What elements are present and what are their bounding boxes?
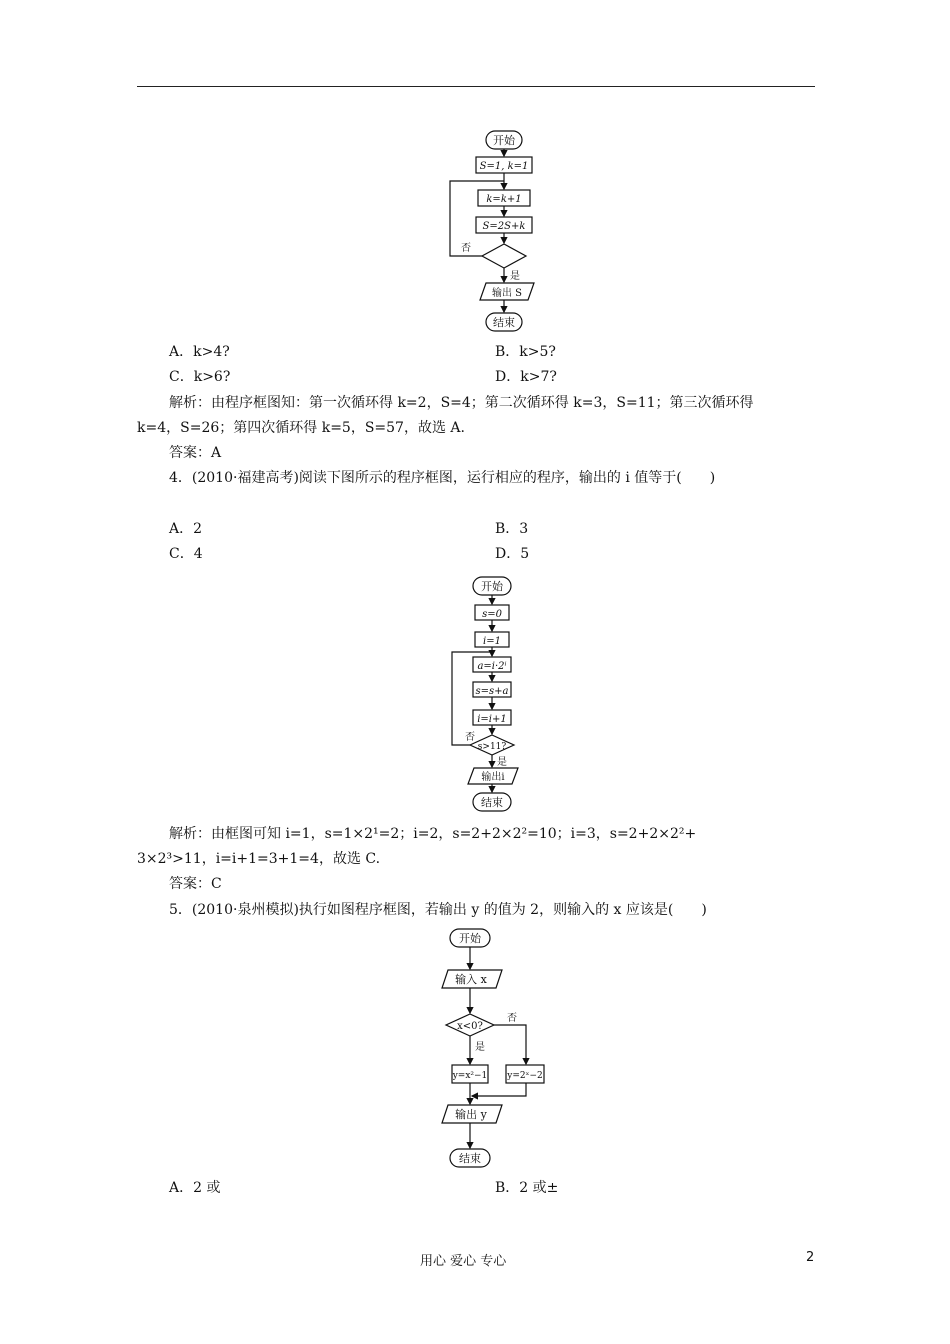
q3-answer: 答案：A: [169, 445, 222, 461]
fc2-a-label: a=i·2ⁱ: [477, 661, 507, 672]
fc1-init-label: S=1, k=1: [479, 161, 529, 172]
q4-analysis-line2: 3×2³>11，i=i+1=3+1=4，故选 C.: [137, 851, 381, 867]
fc3-input-label: 输入 x: [455, 973, 487, 986]
fc2-s-label: s=s+a: [475, 686, 509, 697]
q3-analysis-line2: k=4，S=26；第四次循环得 k=5，S=57，故选 A.: [137, 420, 465, 436]
fc2-end-label: 结束: [481, 796, 503, 809]
q5-option-b: B．2 或±: [495, 1180, 559, 1196]
fc2-cond-label: s>11?: [477, 742, 507, 752]
fc3-start-label: 开始: [459, 932, 481, 945]
q4-option-a: A．2: [169, 521, 203, 537]
fc1-decision: [482, 244, 526, 268]
fc2-inc-label: i=i+1: [477, 714, 507, 725]
fc1-output-label: 输出 S: [491, 288, 523, 299]
fc2-start-label: 开始: [481, 580, 503, 593]
fc1-step1-label: k=k+1: [486, 194, 522, 205]
fc3-output-label: 输出 y: [455, 1108, 487, 1121]
fc2-output-label: 输出i: [481, 772, 505, 783]
q4-option-b: B．3: [495, 521, 529, 537]
q3-option-b: B．k>5?: [495, 344, 556, 360]
q3-analysis-line1: 解析：由程序框图知：第一次循环得 k=2，S=4；第二次循环得 k=3，S=11；第三次循环得: [169, 395, 754, 411]
fc1-end-label: 结束: [493, 316, 515, 329]
fc2-yes-label: 是: [497, 757, 507, 768]
q4-option-c: C．4: [169, 546, 203, 562]
header-rule: [137, 86, 815, 87]
fc3-right-label: y=2ˣ−2: [507, 1071, 543, 1081]
q5-option-a: A．2 或: [169, 1180, 221, 1196]
q4-answer: 答案：C: [169, 876, 222, 892]
flowchart-1: [440, 126, 550, 336]
flowchart-2: [440, 572, 550, 816]
fc1-step2-label: S=2S+k: [482, 221, 526, 232]
footer-slogan: 用心 爱心 专心: [420, 1254, 507, 1269]
q5-question: 5．(2010·泉州模拟)执行如图程序框图，若输出 y 的值为 2，则输入的 x 应该是( ): [169, 902, 707, 918]
q3-option-d: D．k>7?: [495, 369, 557, 385]
fc1-start-label: 开始: [493, 134, 515, 147]
fc3-yes-label: 是: [475, 1042, 485, 1053]
fc3-no-label: 否: [507, 1013, 517, 1024]
q3-option-c: C．k>6?: [169, 369, 231, 385]
q4-question: 4．(2010·福建高考)阅读下图所示的程序框图，运行相应的程序，输出的 i 值等于( ): [169, 470, 716, 486]
page-number: 2: [806, 1250, 815, 1265]
fc2-no-label: 否: [465, 732, 475, 743]
fc3-left-label: y=x²−1: [452, 1071, 488, 1081]
fc2-s0-label: s=0: [482, 609, 502, 620]
fc1-no-label: 否: [461, 243, 471, 254]
fc1-yes-label: 是: [510, 271, 520, 282]
q4-analysis-line1: 解析：由框图可知 i=1，s=1×2¹=2；i=2，s=2+2×2²=10；i=3，s=2+2×2²+: [169, 826, 697, 842]
fc2-i1-label: i=1: [483, 636, 501, 647]
q4-option-d: D．5: [495, 546, 530, 562]
q3-option-a: A．k>4?: [169, 344, 230, 360]
flowchart-3: [420, 924, 570, 1172]
fc3-end-label: 结束: [459, 1152, 481, 1165]
fc3-cond-label: x<0?: [457, 1021, 483, 1032]
